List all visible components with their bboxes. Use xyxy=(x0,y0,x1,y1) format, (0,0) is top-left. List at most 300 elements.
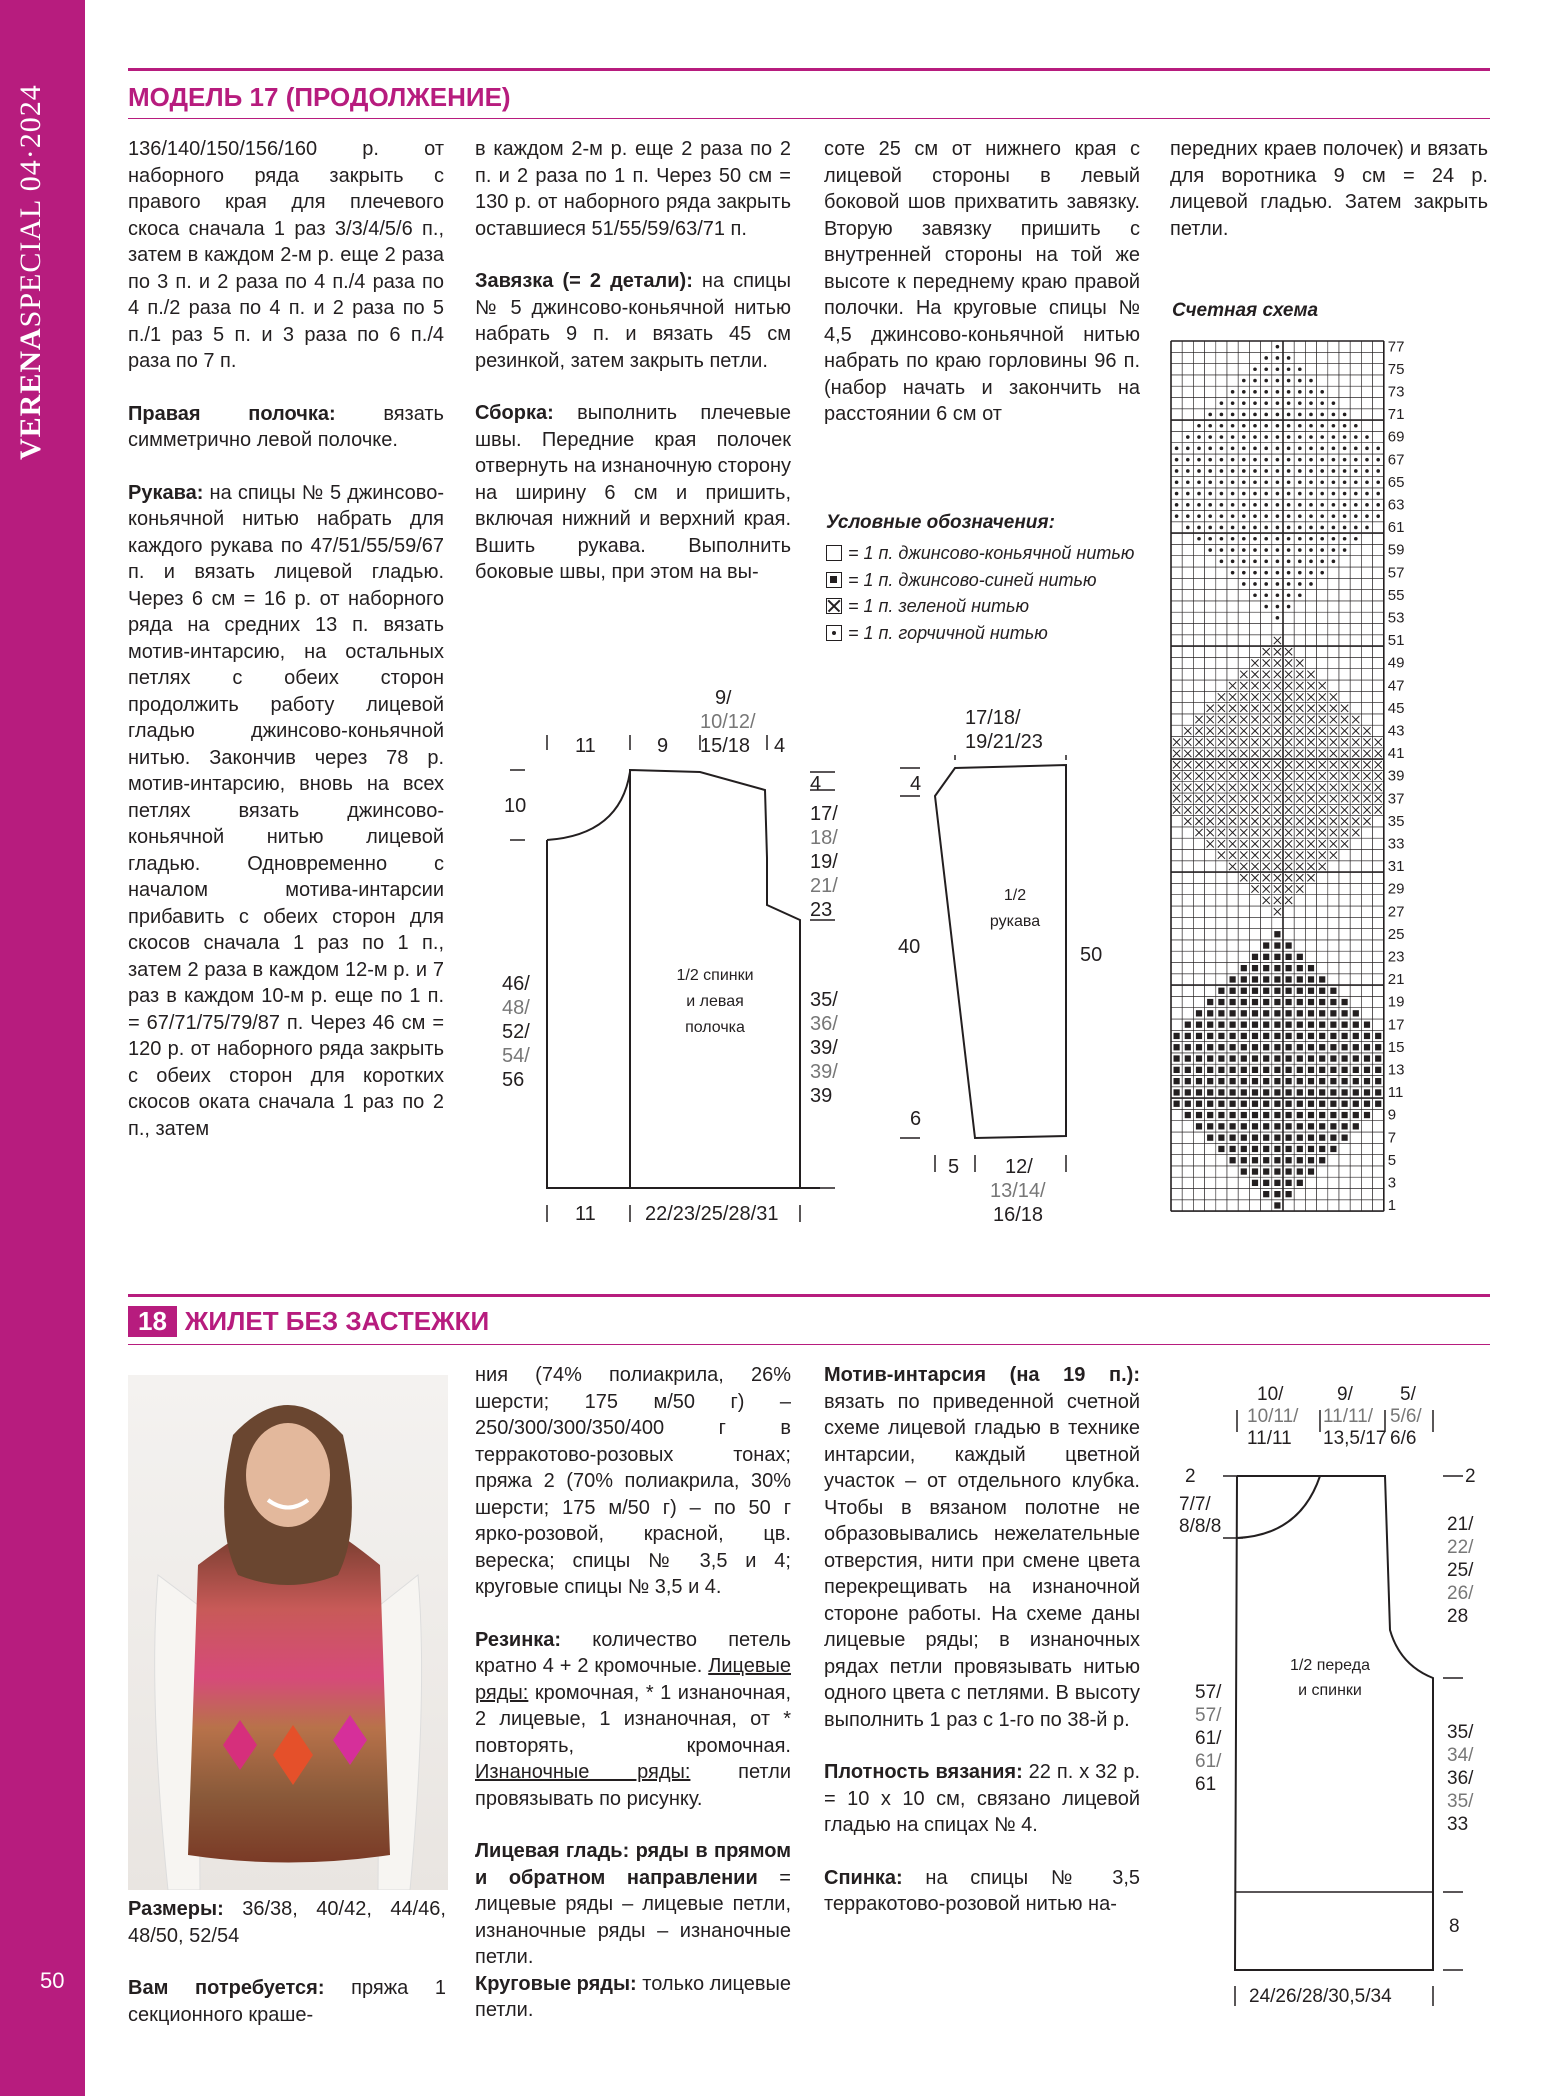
chart-mark-dot xyxy=(1253,458,1257,462)
chart-mark-filled xyxy=(1274,1078,1280,1084)
chart-mark-filled xyxy=(1319,1033,1325,1039)
chart-mark-dot xyxy=(1264,605,1268,609)
chart-cell xyxy=(1305,929,1316,940)
chart-cell xyxy=(1328,635,1339,646)
chart-cell xyxy=(1249,1200,1260,1211)
chart-mark-filled xyxy=(1263,954,1269,960)
chart-mark-filled xyxy=(1297,1123,1303,1129)
chart-cell xyxy=(1361,838,1372,849)
chart-mark-filled xyxy=(1230,1101,1236,1107)
chart-cell xyxy=(1317,1166,1328,1177)
dim-label: 12/ xyxy=(1005,1156,1033,1178)
chart-mark-filled xyxy=(1286,1010,1292,1016)
chart-mark-filled xyxy=(1286,1146,1292,1152)
chart-cell xyxy=(1193,601,1204,612)
chart-mark-dot xyxy=(1253,401,1257,405)
chart-cell xyxy=(1182,680,1193,691)
chart-mark-dot xyxy=(1287,503,1291,507)
chart-mark-dot xyxy=(1320,537,1324,541)
chart-mark-dot xyxy=(1197,537,1201,541)
chart-mark-filled xyxy=(1330,1135,1336,1141)
chart-mark-filled xyxy=(1252,1123,1258,1129)
chart-cell xyxy=(1193,985,1204,996)
chart-mark-filled xyxy=(1297,1033,1303,1039)
chart-mark-dot xyxy=(1276,548,1280,552)
chart-mark-filled xyxy=(1342,1055,1348,1061)
chart-mark-dot xyxy=(1264,435,1268,439)
dim-label: 17/ xyxy=(810,803,838,825)
chart-mark-dot xyxy=(1220,492,1224,496)
chart-mark-dot xyxy=(1264,356,1268,360)
paragraph-label: Рукава: xyxy=(128,481,204,504)
chart-mark-filled xyxy=(1252,1157,1258,1163)
chart-cell xyxy=(1305,906,1316,917)
chart-mark-filled xyxy=(1364,1089,1370,1095)
piece-label: и спинки xyxy=(1298,1682,1362,1699)
chart-cell xyxy=(1361,398,1372,409)
chart-mark-filled xyxy=(1330,1089,1336,1095)
chart-cell xyxy=(1171,352,1182,363)
chart-cell xyxy=(1171,544,1182,555)
chart-cell xyxy=(1238,590,1249,601)
chart-cell xyxy=(1193,917,1204,928)
chart-cell xyxy=(1227,1177,1238,1188)
chart-cell xyxy=(1216,1166,1227,1177)
chart-mark-filled xyxy=(1286,942,1292,948)
dim-label: 4 xyxy=(910,773,922,795)
chart-cell xyxy=(1350,929,1361,940)
chart-cell xyxy=(1361,1177,1372,1188)
dim-label: 61/ xyxy=(1195,1728,1222,1749)
legend-text: = 1 п. зеленой нитью xyxy=(848,596,1030,616)
chart-mark-filled xyxy=(1353,1101,1359,1107)
chart-cell xyxy=(1227,624,1238,635)
chart-mark-dot xyxy=(1231,537,1235,541)
chart-cell xyxy=(1238,364,1249,375)
chart-mark-filled xyxy=(1342,1101,1348,1107)
chart-cell xyxy=(1205,1155,1216,1166)
chart-cell xyxy=(1171,364,1182,375)
chart-cell xyxy=(1361,612,1372,623)
chart-cell xyxy=(1182,929,1193,940)
chart-mark-filled xyxy=(1241,1055,1247,1061)
chart-mark-dot xyxy=(1376,447,1380,451)
chart-cell xyxy=(1182,556,1193,567)
chart-cell xyxy=(1205,601,1216,612)
chart-cell xyxy=(1361,827,1372,838)
chart-cell xyxy=(1361,578,1372,589)
chart-mark-dot xyxy=(1197,435,1201,439)
chart-mark-filled xyxy=(1241,988,1247,994)
chart-cell xyxy=(1283,929,1294,940)
chart-mark-dot xyxy=(1253,480,1257,484)
chart-mark-filled xyxy=(1263,1146,1269,1152)
chart-cell xyxy=(1361,646,1372,657)
chart-cell xyxy=(1361,714,1372,725)
chart-mark-dot xyxy=(1309,424,1313,428)
chart-cell xyxy=(1171,567,1182,578)
chart-mark-filled xyxy=(1364,1022,1370,1028)
chart-cell xyxy=(1182,1121,1193,1132)
chart-cell xyxy=(1328,906,1339,917)
chart-cell xyxy=(1249,929,1260,940)
chart-cell xyxy=(1361,1200,1372,1211)
chart-mark-filled xyxy=(1274,976,1280,982)
chart-mark-filled xyxy=(1330,1022,1336,1028)
chart-mark-dot xyxy=(1186,435,1190,439)
chart-mark-dot xyxy=(1208,435,1212,439)
chart-mark-filled xyxy=(1241,1146,1247,1152)
chart-mark-dot xyxy=(1264,413,1268,417)
chart-cell xyxy=(1361,872,1372,883)
chart-mark-dot xyxy=(1276,458,1280,462)
paragraph-label: Круговые ряды: xyxy=(475,1972,637,1995)
chart-cell xyxy=(1171,895,1182,906)
chart-mark-filled xyxy=(1330,1123,1336,1129)
row-number: 47 xyxy=(1387,677,1405,695)
chart-mark-dot xyxy=(1287,390,1291,394)
chart-mark-dot xyxy=(1320,390,1324,394)
row-number: 15 xyxy=(1387,1038,1405,1056)
chart-mark-filled xyxy=(1263,1135,1269,1141)
chart-cell xyxy=(1328,883,1339,894)
chart-mark-dot xyxy=(1276,537,1280,541)
chart-mark-filled xyxy=(1207,1033,1213,1039)
piece-label: 1/2 xyxy=(1003,887,1027,904)
chart-cell xyxy=(1205,951,1216,962)
chart-mark-filled xyxy=(1274,999,1280,1005)
dim-label: 57/ xyxy=(1195,1705,1222,1726)
chart-mark-filled xyxy=(1263,965,1269,971)
chart-mark-dot xyxy=(1186,469,1190,473)
dim-label: 35/ xyxy=(1447,1722,1474,1743)
chart-mark-filled xyxy=(1263,1191,1269,1197)
chart-cell xyxy=(1339,364,1350,375)
dim-label: 18/ xyxy=(810,827,838,849)
chart-cell xyxy=(1171,906,1182,917)
paragraph-label: Сборка: xyxy=(475,402,554,424)
legend-text: = 1 п. джинсово-коньячной нитью xyxy=(848,543,1135,563)
chart-mark-dot xyxy=(1242,480,1246,484)
chart-cell xyxy=(1205,646,1216,657)
chart-cell xyxy=(1182,963,1193,974)
chart-cell xyxy=(1182,669,1193,680)
chart-mark-dot xyxy=(1354,447,1358,451)
chart-cell xyxy=(1216,375,1227,386)
chart-mark-dot xyxy=(1231,469,1235,473)
dim-label: 35/ xyxy=(1447,1791,1474,1812)
dim-label: 39/ xyxy=(810,1037,838,1059)
paragraph-text: петли провязывать по рисунку. xyxy=(475,1761,791,1810)
chart-mark-filled xyxy=(1274,965,1280,971)
row-number: 7 xyxy=(1387,1129,1397,1147)
chart-cell xyxy=(1328,669,1339,680)
chart-mark-dot xyxy=(1208,447,1212,451)
chart-cell xyxy=(1171,1109,1182,1120)
chart-mark-filled xyxy=(1174,1078,1180,1084)
chart-cell xyxy=(1249,906,1260,917)
chart-mark-dot xyxy=(1197,458,1201,462)
chart-mark-filled xyxy=(1196,1022,1202,1028)
chart-mark-dot xyxy=(1332,435,1336,439)
chart-mark-dot xyxy=(1231,413,1235,417)
chart-cell xyxy=(1328,963,1339,974)
dim-label: 17/18/ xyxy=(965,707,1021,729)
chart-mark-dot xyxy=(1220,503,1224,507)
magazine-title xyxy=(14,40,48,460)
chart-cell xyxy=(1283,624,1294,635)
row-number: 11 xyxy=(1387,1084,1404,1102)
chart-mark-filled xyxy=(1342,1010,1348,1016)
chart-cell xyxy=(1294,341,1305,352)
chart-mark-dot xyxy=(1276,480,1280,484)
chart-cell xyxy=(1350,556,1361,567)
chart-mark-dot xyxy=(1343,413,1347,417)
chart-cell xyxy=(1227,917,1238,928)
chart-mark-dot xyxy=(1231,492,1235,496)
chart-mark-filled xyxy=(1342,1135,1348,1141)
dim-label: 36/ xyxy=(810,1013,838,1035)
chart-mark-dot xyxy=(1197,503,1201,507)
chart-cell xyxy=(1205,691,1216,702)
chart-cell xyxy=(1193,680,1204,691)
chart-cell xyxy=(1339,341,1350,352)
chart-cell xyxy=(1182,703,1193,714)
chart-cell xyxy=(1339,375,1350,386)
chart-mark-dot xyxy=(1208,424,1212,428)
chart-cell xyxy=(1193,906,1204,917)
chart-cell xyxy=(1182,1143,1193,1154)
dim-label: 11 xyxy=(575,1203,596,1225)
chart-cell xyxy=(1361,590,1372,601)
chart-cell xyxy=(1182,567,1193,578)
chart-cell xyxy=(1171,929,1182,940)
chart-mark-dot xyxy=(1309,379,1313,383)
chart-mark-filled xyxy=(1263,1089,1269,1095)
chart-mark-filled xyxy=(1196,1010,1202,1016)
chart-mark-dot xyxy=(1208,548,1212,552)
chart-cell xyxy=(1205,590,1216,601)
chart-cell xyxy=(1317,341,1328,352)
chart-cell xyxy=(1305,1189,1316,1200)
s18-column-3 xyxy=(824,1362,1140,1944)
chart-cell xyxy=(1182,341,1193,352)
chart-mark-filled xyxy=(1230,1157,1236,1163)
chart-cell xyxy=(1182,906,1193,917)
chart-mark-filled xyxy=(1364,1078,1370,1084)
paragraph-text: количество петель кратно 4 + 2 кромочные. xyxy=(475,1628,791,1677)
chart-cell xyxy=(1361,341,1372,352)
chart-mark-dot xyxy=(1276,605,1280,609)
chart-mark-dot xyxy=(1175,447,1179,451)
chart-mark-dot xyxy=(1287,492,1291,496)
row-number: 17 xyxy=(1387,1016,1405,1034)
chart-mark-filled xyxy=(1230,1044,1236,1050)
chart-cell xyxy=(1339,974,1350,985)
chart-mark-dot xyxy=(1264,424,1268,428)
chart-mark-filled xyxy=(1274,1202,1280,1208)
chart-mark-dot xyxy=(1220,469,1224,473)
chart-cell xyxy=(1361,409,1372,420)
chart-mark-filled xyxy=(1185,1101,1191,1107)
dim-label: 10/ xyxy=(1257,1384,1284,1405)
chart-cell xyxy=(1205,974,1216,985)
chart-mark-dot xyxy=(1287,458,1291,462)
chart-mark-dot xyxy=(1287,379,1291,383)
chart-cell xyxy=(1249,601,1260,612)
chart-mark-filled xyxy=(1263,1067,1269,1073)
chart-mark-dot xyxy=(1186,526,1190,530)
chart-cell xyxy=(1350,861,1361,872)
chart-cell xyxy=(1205,1166,1216,1177)
chart-cell xyxy=(1193,951,1204,962)
chart-cell xyxy=(1193,590,1204,601)
chart-cell xyxy=(1373,533,1384,544)
chart-mark-filled xyxy=(1252,1022,1258,1028)
chart-mark-filled xyxy=(1230,1089,1236,1095)
chart-mark-dot xyxy=(1253,413,1257,417)
chart-cell xyxy=(1350,940,1361,951)
chart-cell xyxy=(1361,601,1372,612)
paragraph xyxy=(128,1975,446,2028)
dim-label: 19/21/23 xyxy=(965,731,1043,753)
dim-label: 26/ xyxy=(1447,1583,1474,1604)
chart-mark-filled xyxy=(1319,1157,1325,1163)
chart-cell xyxy=(1373,1143,1384,1154)
chart-mark-filled xyxy=(1218,1033,1224,1039)
chart-mark-dot xyxy=(1264,548,1268,552)
row-number: 67 xyxy=(1387,451,1405,469)
chart-mark-filled xyxy=(1286,1157,1292,1163)
chart-cell xyxy=(1373,386,1384,397)
chart-mark-filled xyxy=(1218,1089,1224,1095)
legend-text: = 1 п. джинсово-синей нитью xyxy=(848,569,1097,590)
chart-cell xyxy=(1249,917,1260,928)
chart-cell xyxy=(1328,601,1339,612)
chart-mark-filled xyxy=(1174,1055,1180,1061)
paragraph-text: на спицы № 5 джинсово-коньячной нитью набрать для каждого рукава по 47/51/55/59/67 п. и вязать лицевой гладью. Через 6 см = 16 р. от наборного ряда на средних 13 п. вязать мотив-интарсию, на остальных петлях с обеих сторон продолжить работу лицевой гладью джинсово-коньячной нитью. Закончив через 78 р. мотив-интарсию, вновь на всех петлях вязать джинсово-коньячной нитью лицевой гладью. Одновременно с началом мотива-интарсии прибавить с обеих сторон для скосов сначала 1 раз по 1 п., затем 2 раза в каждом 12-м р. и 7 раз в каждом 10-м р. еще по 1 п. = 67/71/75/79/87 п. Через 46 см = 120 р. от наборного ряда закрыть с обеих сторон для коротких скосов оката сначала 1 раз по 2 п., затем xyxy=(128,481,444,1140)
chart-mark-filled xyxy=(1263,1123,1269,1129)
chart-cell xyxy=(1361,567,1372,578)
chart-cell xyxy=(1171,1177,1182,1188)
chart-mark-filled xyxy=(1252,965,1258,971)
chart-cell xyxy=(1205,364,1216,375)
dim-label: 33 xyxy=(1447,1814,1469,1835)
chart-cell xyxy=(1373,906,1384,917)
dim-label: 39 xyxy=(810,1085,833,1107)
chart-mark-dot xyxy=(1332,514,1336,518)
chart-cell xyxy=(1361,375,1372,386)
chart-cell xyxy=(1350,398,1361,409)
chart-cell xyxy=(1205,612,1216,623)
chart-mark-filled xyxy=(1286,1135,1292,1141)
chart-cell xyxy=(1373,883,1384,894)
chart-mark-filled xyxy=(1375,1033,1381,1039)
chart-mark-filled xyxy=(1241,1157,1247,1163)
schema-sleeve xyxy=(880,700,1140,1240)
chart-cell xyxy=(1373,714,1384,725)
chart-mark-filled xyxy=(1218,999,1224,1005)
chart-cell xyxy=(1216,951,1227,962)
paragraph-label: Размеры: xyxy=(128,1898,224,1920)
dim-label: 34/ xyxy=(1447,1745,1474,1766)
chart-cell xyxy=(1171,827,1182,838)
chart-mark-filled xyxy=(1286,1078,1292,1084)
chart-cell xyxy=(1339,646,1350,657)
chart-cell xyxy=(1249,624,1260,635)
chart-cell xyxy=(1171,714,1182,725)
chart-cell xyxy=(1193,612,1204,623)
chart-mark-dot xyxy=(1186,447,1190,451)
chart-mark-filled xyxy=(1230,976,1236,982)
chart-cell xyxy=(1205,567,1216,578)
chart-mark-dot xyxy=(1309,480,1313,484)
row-number: 43 xyxy=(1387,722,1405,740)
chart-cell xyxy=(1373,963,1384,974)
chart-mark-filled xyxy=(1308,1101,1314,1107)
chart-cell xyxy=(1261,612,1272,623)
chart-cell xyxy=(1193,635,1204,646)
dot-square-icon xyxy=(826,625,842,641)
chart-cell xyxy=(1305,883,1316,894)
chart-cell xyxy=(1182,409,1193,420)
chart-mark-dot xyxy=(1276,379,1280,383)
chart-cell xyxy=(1216,352,1227,363)
chart-mark-dot xyxy=(1298,571,1302,575)
paragraph-text: вязать симметрично левой полочке. xyxy=(128,402,444,451)
row-number: 29 xyxy=(1387,880,1405,898)
paragraph xyxy=(824,1362,1140,1733)
chart-cell xyxy=(1373,624,1384,635)
chart-mark-filled xyxy=(1319,1146,1325,1152)
chart-mark-dot xyxy=(1332,413,1336,417)
chart-cell xyxy=(1227,929,1238,940)
chart-cell xyxy=(1193,838,1204,849)
chart-cell xyxy=(1294,612,1305,623)
chart-mark-filled xyxy=(1353,1055,1359,1061)
chart-mark-filled xyxy=(1230,1112,1236,1118)
chart-cell xyxy=(1373,635,1384,646)
chart-cell xyxy=(1294,601,1305,612)
chart-cell xyxy=(1361,974,1372,985)
chart-mark-dot xyxy=(1332,503,1336,507)
chart-cell xyxy=(1216,1177,1227,1188)
chart-mark-filled xyxy=(1196,1067,1202,1073)
chart-cell xyxy=(1193,895,1204,906)
chart-mark-filled xyxy=(1330,988,1336,994)
chart-mark-dot xyxy=(1264,593,1268,597)
chart-cell xyxy=(1350,1132,1361,1143)
piece-label: и левая xyxy=(686,993,744,1010)
chart-cell xyxy=(1227,669,1238,680)
chart-cell xyxy=(1350,352,1361,363)
chart-mark-filled xyxy=(1342,1044,1348,1050)
chart-cell xyxy=(1205,578,1216,589)
chart-cell xyxy=(1350,590,1361,601)
chart-cell xyxy=(1227,1166,1238,1177)
chart-mark-filled xyxy=(1207,1044,1213,1050)
row-number: 25 xyxy=(1387,925,1405,943)
chart-cell xyxy=(1216,917,1227,928)
chart-cell xyxy=(1361,352,1372,363)
chart-mark-filled xyxy=(1174,1067,1180,1073)
chart-cell xyxy=(1339,352,1350,363)
paragraph xyxy=(475,1971,791,2024)
chart-mark-filled xyxy=(1342,1033,1348,1039)
chart-mark-dot xyxy=(1253,390,1257,394)
chart-mark-dot xyxy=(1231,480,1235,484)
chart-mark-dot xyxy=(1354,503,1358,507)
